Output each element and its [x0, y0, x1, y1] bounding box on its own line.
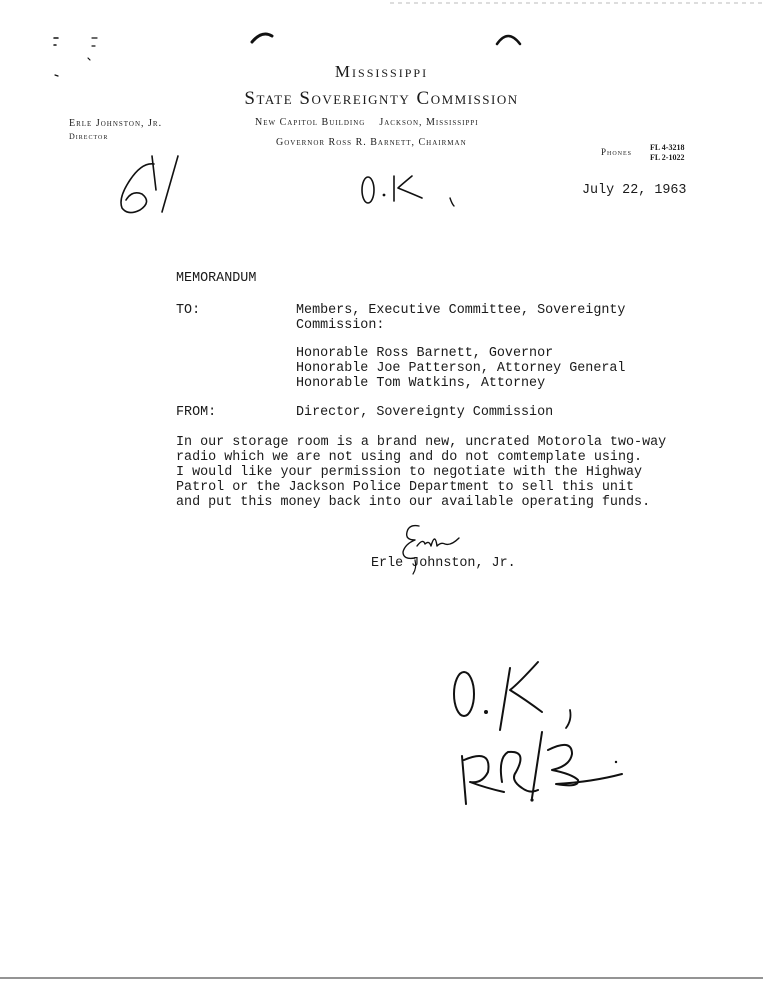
to-label: TO:	[176, 303, 201, 318]
body-line: I would like your permission to negotiate with the Highway	[176, 465, 643, 480]
top-ok-handwriting	[336, 168, 466, 218]
margin-mark-handwriting	[112, 150, 192, 230]
body-line: radio which we are not using and do not comtemplate using.	[176, 450, 643, 465]
handwritten-signature	[395, 518, 475, 578]
letterhead-agency: State Sovereignty Commission	[244, 88, 519, 109]
recipient-line: Honorable Tom Watkins, Attorney	[296, 376, 546, 391]
initials-handwriting	[452, 722, 632, 812]
recipient-line: Honorable Ross Barnett, Governor	[296, 346, 554, 361]
letterhead-director-title: Director	[69, 132, 109, 141]
to-line: Members, Executive Committee, Sovereignty	[296, 303, 626, 318]
letterhead-phone-2: FL 2-1022	[650, 153, 685, 162]
letterhead-phone-1: FL 4-3218	[650, 143, 685, 152]
memo-date: July 22, 1963	[582, 183, 687, 198]
letterhead-phones-label: Phones	[601, 147, 633, 157]
to-line: Commission:	[296, 318, 385, 333]
memo-heading: MEMORANDUM	[176, 271, 257, 286]
letterhead-governor: Governor Ross R. Barnett, Chairman	[276, 137, 467, 148]
from-value: Director, Sovereignty Commission	[296, 405, 554, 420]
body-line: Patrol or the Jackson Police Department to sell this unit	[176, 480, 635, 495]
recipient-line: Honorable Joe Patterson, Attorney General	[296, 361, 626, 376]
letterhead-address: New Capitol Building Jackson, Mississippi	[255, 117, 479, 128]
body-line: In our storage room is a brand new, uncrated Motorola two-way	[176, 435, 667, 450]
letterhead-state: Mississippi	[334, 62, 429, 81]
letterhead-director-name: Erle Johnston, Jr.	[69, 118, 163, 129]
from-label: FROM:	[176, 405, 217, 420]
signature-name: Erle Johnston, Jr.	[371, 556, 516, 571]
body-line: and put this money back into our available operating funds.	[176, 495, 651, 510]
